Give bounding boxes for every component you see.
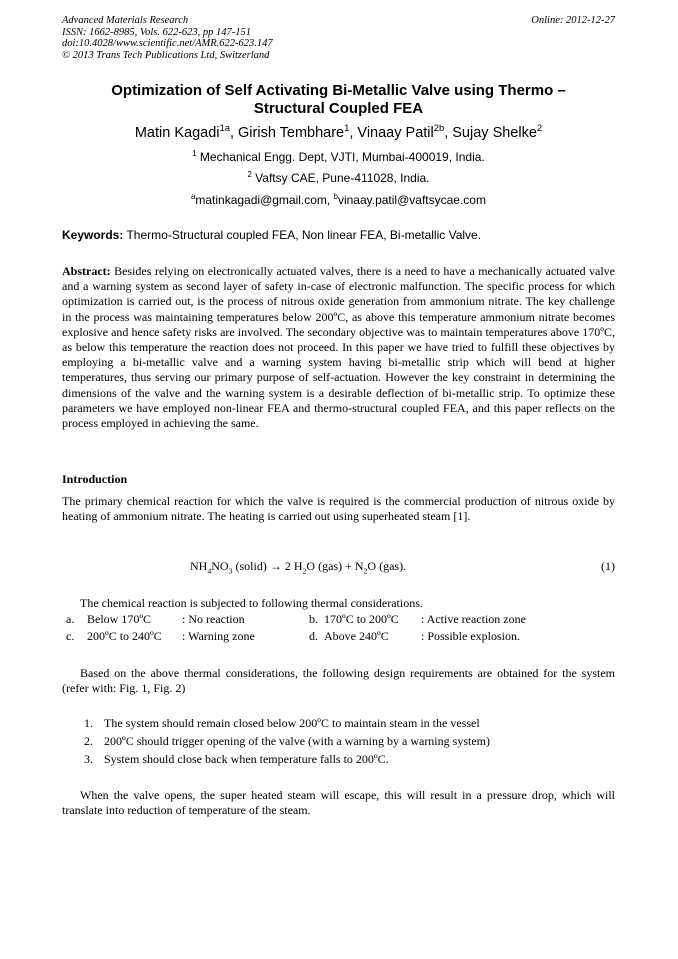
author-affiliation-mark: 2b <box>433 122 445 134</box>
keywords-label: Keywords: <box>62 228 124 242</box>
intro-paragraph-3: Based on the above thermal considerations, the following design requirements are obtained for the system (refer with: Fig. 1, Fig. 2) <box>62 666 615 696</box>
author-name: Matin Kagadi <box>134 125 220 141</box>
keywords <box>62 228 615 242</box>
equation-body: $NH_4NO_3$ (solid) → 2 $H_2O$ $(gas) + N_2O$ (gas). <box>190 559 407 576</box>
issn-line: ISSN: 1662-8985, Vols. 622-623, pp 147-151 <box>62 26 251 38</box>
intro-paragraph-2: The chemical reaction is subjected to following thermal considerations. <box>80 596 423 610</box>
intro-paragraph-1: The primary chemical reaction for which the valve is required is the commercial production of nitrous oxide by heating of ammonium nitrate. The heating is carried out using superheated steam [1]. <box>62 494 615 524</box>
requirement-item <box>62 734 615 750</box>
abstract-label: Abstract: <box>62 264 111 278</box>
abstract <box>62 264 615 431</box>
intro-paragraph-4: When the valve opens, the super heated steam will escape, this will result in a pressure drop, which will translate into reduction of temperature of the steam. <box>62 788 615 818</box>
author-name: Sujay Shelke <box>452 125 537 141</box>
thermal-conditions-row <box>62 612 615 628</box>
condition-key: d. <box>309 629 318 643</box>
condition-key: a. <box>66 612 75 626</box>
equation-number: (1) <box>601 559 615 573</box>
condition-desc: : Possible explosion. <box>421 629 521 643</box>
thermal-conditions-row <box>62 629 615 645</box>
email-link[interactable]: matinkagadi@gmail.com, <box>195 193 334 207</box>
condition-desc: : Active reaction zone <box>421 612 526 626</box>
copyright-line: © 2013 Trans Tech Publications Ltd, Switzerland <box>62 49 270 61</box>
journal-name: Advanced Materials Research <box>62 15 189 26</box>
requirement-text: 200ºC should trigger opening of the valve (with a warning by a warning system) <box>104 734 490 748</box>
doi-line: doi:10.4028/www.scientific.net/AMR.622-623.147 <box>62 38 273 49</box>
paper-title: Optimization of Self Activating Bi-Metallic Valve using Thermo – Structural Coupled FEA <box>111 82 566 117</box>
requirement-text: System should close back when temperature falls to 200ºC. <box>104 752 389 766</box>
requirement-number: 2. <box>84 734 93 748</box>
abstract-text: Besides relying on electronically actuated valves, there is a need to have a mechanically actuated valve and a warning system as second layer of safety in-case of electronic malfunction. The specific process for which optimization is carried out, is the process of nitrous oxide generation from ammonium nitrate. The key challenge in the process was maintaining temperatures below 200ºC, as above this temperature ammonium nitrate becomes explosive and hence safety risks are involved. The secondary objective was to maintain temperatures above 170ºC, as below this temperature the reaction does not proceed. In this paper we have tried to fulfill these objectives by employing a bi-metallic valve and a warning system having bi-metallic strip which will bend at higher temperatures, thus serving our primary purpose of self-actuation. However the key constraint in determining the dimensions of the valve and the warning system is a desirable deflection of bi-metallic strip. To optimize these parameters we have employed non-linear FEA and thermo-structural coupled FEA, and this paper reflects on the process employed in achieving the same. <box>62 264 615 431</box>
author-name: Vinaay Patil <box>357 125 434 141</box>
affiliation-1: $^1$ Mechanical Engg. Dept, VJTI, Mumbai-400019, India. <box>192 149 485 164</box>
keywords-text: Thermo-Structural coupled FEA, Non linear FEA, Bi-metallic Valve. <box>123 228 482 242</box>
requirement-number: 3. <box>84 752 93 766</box>
author-name: Girish Tembhare <box>238 125 345 141</box>
condition-key: c. <box>66 629 75 643</box>
condition-range: 200ºC to 240ºC <box>87 629 162 643</box>
condition-range: 170ºC to 200ºC <box>324 612 399 626</box>
requirement-item <box>62 752 615 768</box>
affiliation-2: $^2$ Vaftsy CAE, Pune-411028, India. <box>247 170 430 185</box>
author-affiliation-mark: 1a <box>219 122 230 134</box>
equation-1 <box>62 559 615 575</box>
requirement-number: 1. <box>84 716 93 730</box>
requirement-text: The system should remain closed below 200ºC to maintain steam in the vessel <box>104 716 480 730</box>
condition-range: Above 240ºC <box>324 629 389 643</box>
author-list: Matin Kagadi$^{1a}$, Girish Tembhare$^1$, Vinaay Patil$^{2b}$, Sujay Shelke$^2$ <box>134 122 543 141</box>
author-affiliation-mark: 1 <box>344 122 350 134</box>
section-heading-introduction: Introduction <box>62 472 128 486</box>
author-emails: $^a$matinkagadi@gmail.com, $^b$vinaay.patil@vaftsycae.com <box>191 192 486 207</box>
online-date: Online: 2012-12-27 <box>531 15 615 26</box>
journal-header <box>62 15 615 61</box>
email-link[interactable]: vinaay.patil@vaftsycae.com <box>337 193 486 207</box>
condition-desc: : No reaction <box>182 612 245 626</box>
condition-range: Below 170ºC <box>87 612 152 626</box>
condition-key: b. <box>309 612 318 626</box>
author-affiliation-mark: 2 <box>536 122 543 134</box>
condition-desc: : Warning zone <box>182 629 255 643</box>
requirement-item <box>62 716 615 732</box>
